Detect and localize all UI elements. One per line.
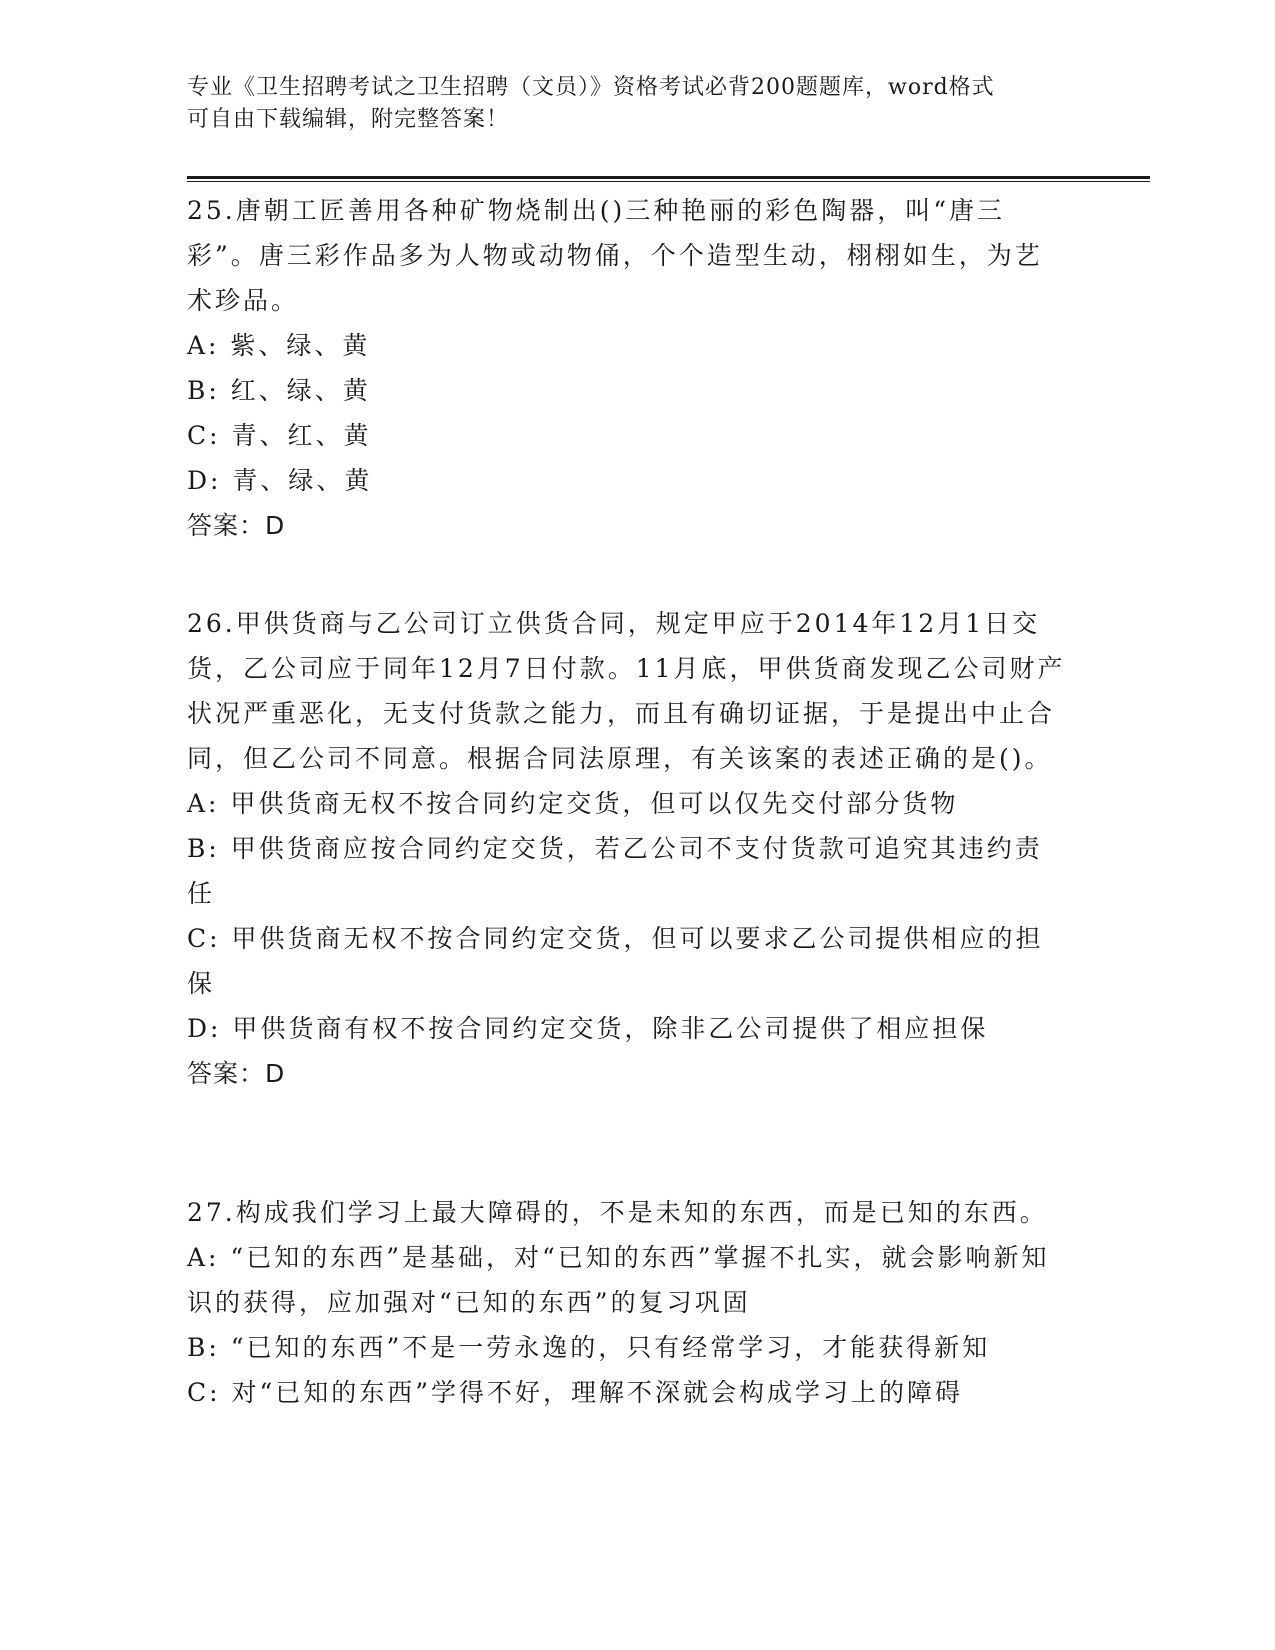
question-26 — [187, 601, 1067, 1096]
header-divider-thick — [187, 176, 1150, 179]
document-header — [187, 72, 1087, 136]
question-stem: 27.构成我们学习上最大障碍的，不是未知的东西，而是已知的东西。 — [187, 1198, 1048, 1227]
option-b: B: “已知的东西”不是一劳永逸的，只有经常学习，才能获得新知 — [187, 1333, 991, 1362]
option-c: C: 甲供货商无权不按合同约定交货，但可以要求乙公司提供相应的担保 — [187, 924, 1044, 998]
option-a: A: “已知的东西”是基础，对“已知的东西”掌握不扎实，就会影响新知识的获得，应加强对“已知的东西”的复习巩固 — [187, 1243, 1050, 1317]
question-27 — [187, 1190, 1067, 1415]
option-c: C: 青、红、黄 — [187, 421, 372, 450]
answer-line: 答案：D — [187, 511, 286, 540]
question-stem: 26.甲供货商与乙公司订立供货合同，规定甲应于2014年12月1日交货，乙公司应于同年12月7日付款。11月底，甲供货商发现乙公司财产状况严重恶化，无支付货款之能力，而且有确切证据，于是提出中止合同，但乙公司不同意。根据合同法原理，有关该案的表述正确的是()。 — [187, 609, 1066, 773]
option-b: B: 红、绿、黄 — [187, 376, 371, 405]
option-a: A: 甲供货商无权不按合同约定交货，但可以仅先交付部分货物 — [187, 789, 959, 818]
option-d: D: 青、绿、黄 — [187, 466, 373, 495]
option-d: D: 甲供货商有权不按合同约定交货，除非乙公司提供了相应担保 — [187, 1014, 989, 1043]
header-divider-thin — [187, 181, 1150, 182]
option-a: A: 紫、绿、黄 — [187, 331, 371, 360]
answer-line: 答案：D — [187, 1059, 286, 1088]
option-c: C: 对“已知的东西”学得不好，理解不深就会构成学习上的障碍 — [187, 1378, 964, 1407]
option-b: B: 甲供货商应按合同约定交货，若乙公司不支付货款可追究其违约责任 — [187, 834, 1043, 908]
question-25 — [187, 188, 1067, 548]
header-line-2: 可自由下载编辑，附完整答案！ — [187, 107, 510, 132]
header-line-1: 专业《卫生招聘考试之卫生招聘（文员）》资格考试必背200题题库，word格式 — [187, 75, 995, 100]
question-stem: 25.唐朝工匠善用各种矿物烧制出()三种艳丽的彩色陶器，叫“唐三彩”。唐三彩作品多为人物或动物俑，个个造型生动，栩栩如生，为艺术珍品。 — [187, 196, 1043, 315]
